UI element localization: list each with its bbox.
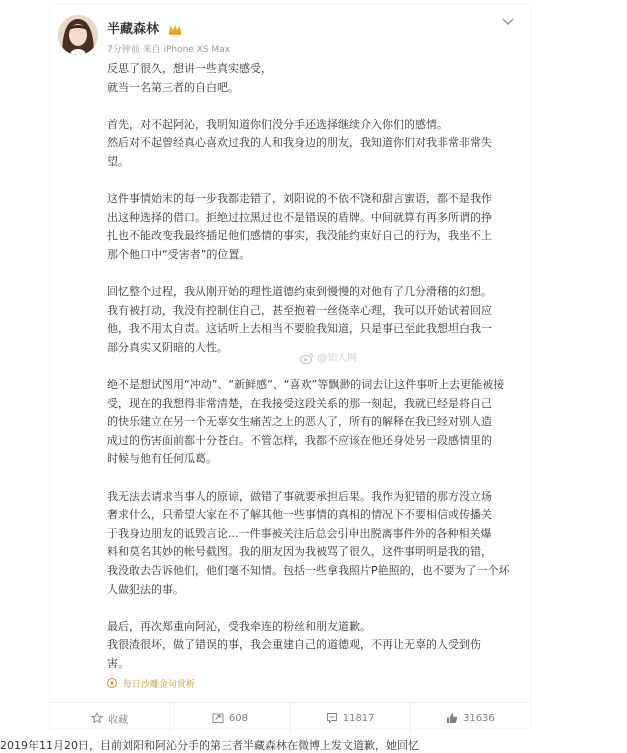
comment-count: 11817 <box>342 712 375 724</box>
weibo-post-card <box>50 5 530 728</box>
post-source[interactable] <box>107 677 195 690</box>
action-bar <box>50 702 530 733</box>
post-paragraph-7: 最后，再次郑重向阿沁，受我牵连的粉丝和朋友道歉。 我很渣很坏，做了错误的事，我会重建自己的道德观，不再让无辜的人受到伤 害。 <box>107 619 481 670</box>
post-paragraph-3: 这件事情始末的每一步我都走错了，刘阳说的不依不饶和甜言蜜语，都不是我作 出这种选择的借口。拒绝过拉黑过也不是错误的盾牌。中间就算有再多所谓的挣 扎也不能改变我最终插足他们感情的事实，我没能约束好自己的行为，我坐不上 那个他口中“受害者”的位置。 <box>107 192 492 261</box>
favorite-button[interactable] <box>50 703 170 733</box>
thumbs-up-icon <box>446 712 458 724</box>
post-paragraph-4: 回忆整个过程，我从刚开始的理性道德约束到慢慢的对他有了几分滑稽的幻想。 我有被打动，我没有控制住自己，甚至抱着一丝侥幸心理，我可以开始试着回应 他，我不用太自责。这话听上去相当不要脸我知道，只是事已至此我想坦白我一 部分真实又阴暗的人性。 <box>107 285 492 354</box>
vip-crown-icon <box>168 24 182 35</box>
post-meta: 7分钟前 来自 iPhone XS Max <box>107 45 231 55</box>
comment-button[interactable] <box>291 703 411 733</box>
comment-icon <box>326 712 338 724</box>
star-icon <box>91 712 103 724</box>
source-text: 每日沙雕金句赏析 <box>122 680 195 690</box>
repost-count: 608 <box>228 712 248 724</box>
post-paragraph-2: 首先，对不起阿沁，我明知道你们没分手还选择继续介入你们的感情。 然后对不起曾经真心喜欢过我的人和我身边的朋友，我知道你们对我非常非常失 望。 <box>107 117 492 168</box>
source-badge-icon <box>107 678 117 688</box>
avatar-image <box>58 15 98 55</box>
post-paragraph-1: 反思了很久，想讲一些真实感受， 就当一名第三者的自白吧。 <box>107 62 272 94</box>
like-count: 31636 <box>462 712 495 724</box>
post-paragraph-6: 我无法去请求当事人的原谅，做错了事就要承担后果。我作为犯错的那方没立场 奢求什么，只希望大家在不了解其他一些事情的真相的情况下不要相信或传播关 于我身边朋友的诋毁言论...一件事被关注后总会引申出脱离事件外的各种相关爆 料和莫名其妙的帐号截图。我的朋友因为我被骂了很久，这件事明明是我的错， 我没敢去告诉他们，他们毫不知情。包括一些拿我照片P艳照的，也不要为了一个坏 人做犯法的事。 <box>107 489 510 596</box>
post-body <box>107 60 519 674</box>
avatar[interactable] <box>58 15 98 55</box>
like-button[interactable] <box>411 703 530 733</box>
author-name-row <box>107 18 182 37</box>
chevron-down-icon[interactable] <box>502 17 514 27</box>
repost-icon <box>212 712 224 724</box>
favorite-label: 收藏 <box>108 714 129 726</box>
author-name[interactable]: 半藏森林 <box>107 22 160 37</box>
post-paragraph-5: 绝不是想试图用“冲动”、“新鲜感”、“喜欢”等飘渺的词去让这件事听上去更能被接 受，现在的我想得非常清楚，在我接受这段关系的那一刻起，我就已经是将自己 的快乐建立在另一个无辜女生痛苦之上的恶人了，所有的解释在我已经对别人造 成过的伤害面前都十分苍白。不管怎样，我都不应该在他还身处另一段感情里的 时候与他有任何瓜葛。 <box>107 378 505 466</box>
article-caption: 2019年11月20日，目前刘阳和阿沁分手的第三者半藏森林在微博上发文道歉，她回忆 <box>0 739 419 752</box>
repost-button[interactable] <box>170 703 290 733</box>
watermark-text: @知人网 <box>317 353 358 364</box>
